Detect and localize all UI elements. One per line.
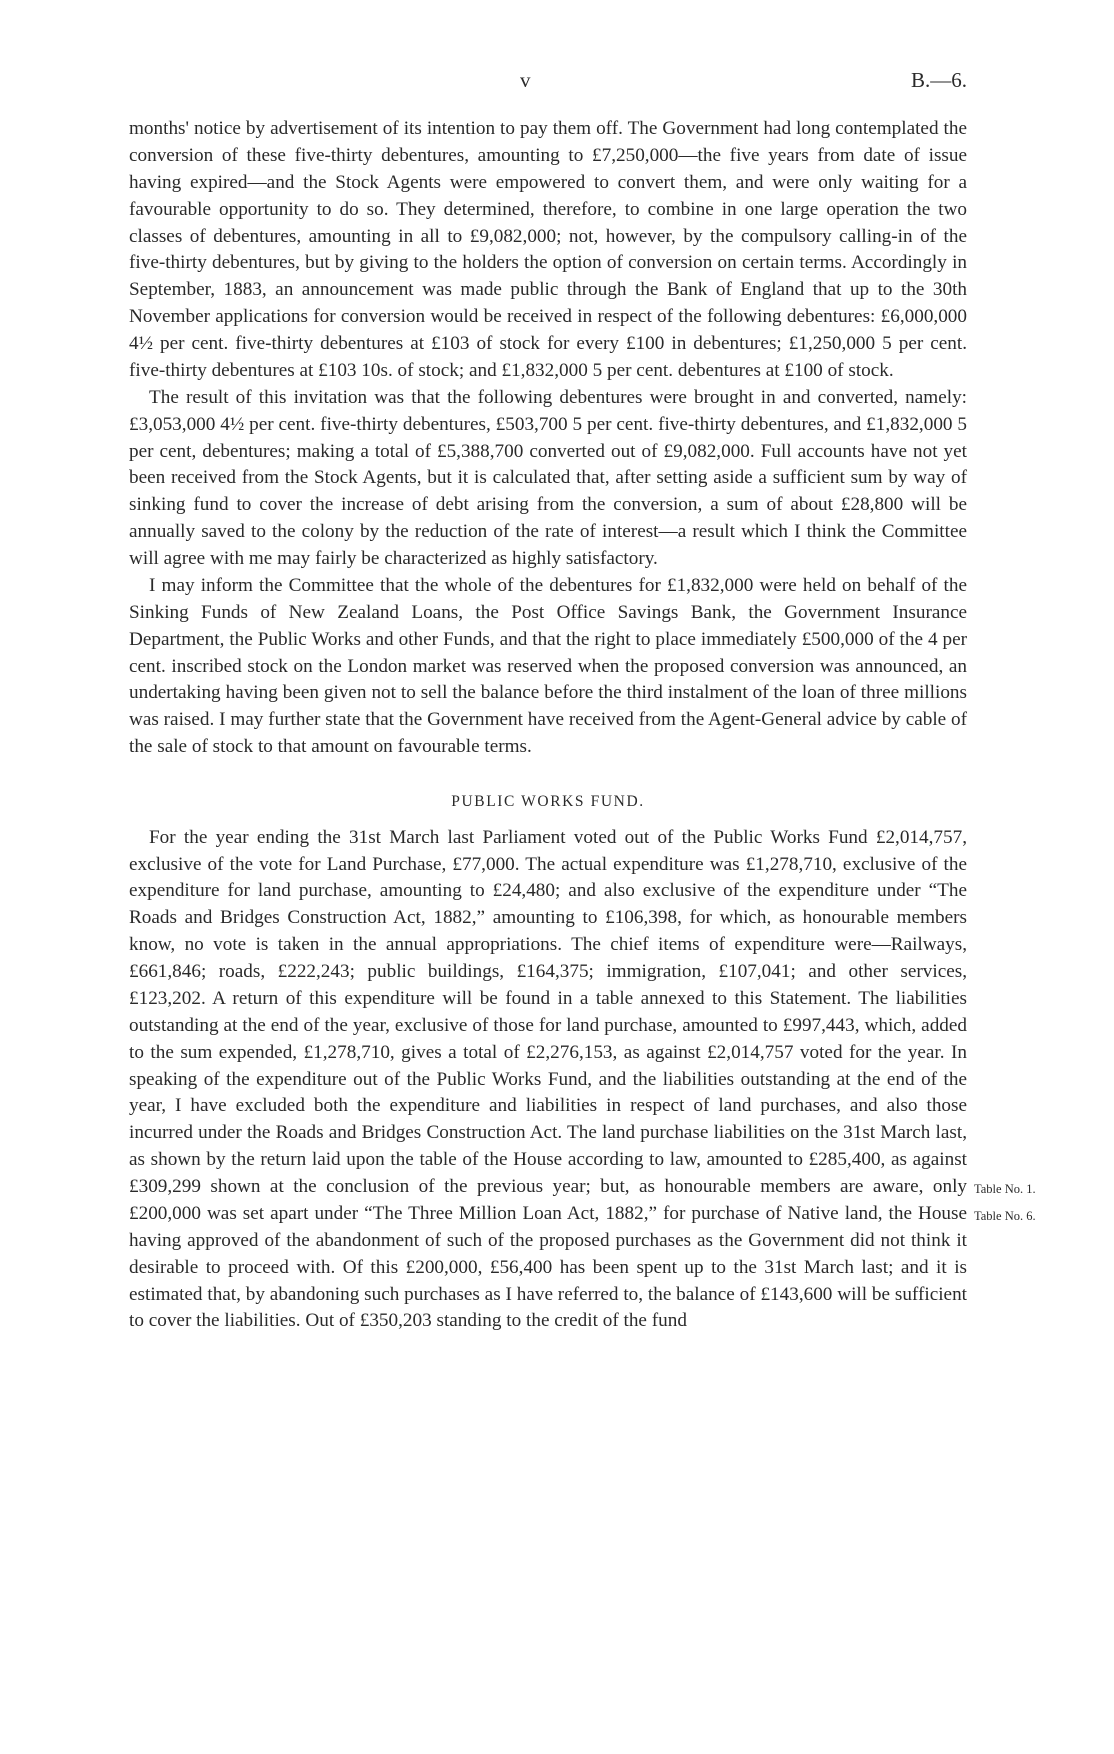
section-heading-public-works-fund: PUBLIC WORKS FUND. <box>451 793 645 810</box>
paragraph-conversion-result: The result of this invitation was that the following debentures were brought in and converted, namely: £3,053,000 4½ per cent. five-thirty debentures, £503,700 5 per cent. five-thirty debentures, and £1,832,000 5 per cent, debentures; making a total of £5,388,700 converted out of £9,082,000. Full accounts have not yet been received from the Stock Agents, but it is calculated that, after setting aside a sufficient sum by way of sinking fund to cover the increase of debt arising from the conversion, a sum of about £28,800 will be annually saved to the colony by the reduction of the rate of interest—a result which I think the Committee will agree with me may fairly be characterized as highly satisfactory. <box>129 386 967 569</box>
margin-note-table-1: Table No. 1. <box>974 1182 1036 1196</box>
paragraph-public-works-fund: For the year ending the 31st March last Parliament voted out of the Public Works Fund £2,014,757, exclusive of the vote for Land Purchase, £77,000. The actual expenditure was £1,278,710, exclusive of the expenditure for land purchase, amounting to £24,480; and also exclusive of the expenditure under “The Roads and Bridges Construction Act, 1882,” amounting to £106,398, for which, as honourable members know, no vote is taken in the annual appropriations. The chief items of expenditure were—Railways, £661,846; roads, £222,243; public buildings, £164,375; immigration, £107,041; and other services, £123,202. A return of this expenditure will be found in a table annexed to this Statement. The liabilities outstanding at the end of the year, exclusive of those for land purchase, amounted to £997,443, which, added to the sum expended, £1,278,710, gives a total of £2,276,153, as against £2,014,757 voted for the year. In speaking of the expenditure out of the Public Works Fund, and the liabilities outstanding at the end of the year, I have excluded both the expenditure and liabilities in respect of land purchases, and also those incurred under the Roads and Bridges Construction Act. The land purchase liabilities on the 31st March last, as shown by the return laid upon the table of the House according to law, amounted to £285,400, as against £309,299 shown at the conclusion of the previous year; but, as honourable members are aware, only £200,000 was set apart under “The Three Million Loan Act, 1882,” for purchase of Native land, the House having approved of the abandonment of such of the proposed purchases as the Government did not think it desirable to proceed with. Of this £200,000, £56,400 has been spent up to the 31st March last; and it is estimated that, by abandoning such purchases as I have referred to, the balance of £143,600 will be sufficient to cover the liabilities. Out of £350,203 standing to the credit of the fund <box>129 826 967 1332</box>
paragraph-sinking-funds: I may inform the Committee that the whole of the debentures for £1,832,000 were held on behalf of the Sinking Funds of New Zealand Loans, the Post Office Savings Bank, the Government Insurance Department, the Public Works and other Funds, and that the right to place immediately £500,000 of the 4 per cent. inscribed stock on the London market was reserved when the proposed conversion was announced, an undertaking having been given not to sell the balance before the third instalment of the loan of three millions was raised. I may further state that the Government have received from the Agent-General advice by cable of the sale of stock to that amount on favourable terms. <box>129 574 967 758</box>
body-text <box>129 116 967 1335</box>
page-header <box>0 68 1114 96</box>
document-reference: B.—6. <box>910 68 967 92</box>
margin-notes <box>974 1176 1094 1230</box>
margin-note-table-6: Table No. 6. <box>974 1209 1036 1223</box>
paragraph-conversion-intro: months' notice by advertisement of its intention to pay them off. The Government had long contemplated the conversion of these five-thirty debentures, amounting to £7,250,000—the five years from date of issue having expired—and the Stock Agents were empowered to convert them, and were only waiting for a favourable opportunity to do so. They determined, therefore, to combine in one large operation the two classes of debentures, amounting in all to £9,082,000; not, however, by the compulsory calling-in of the five-thirty debentures, but by giving to the holders the option of conversion on certain terms. Accordingly in September, 1883, an announcement was made public through the Bank of England that up to the 30th November applications for conversion would be received in respect of the following debentures: £6,000,000 4½ per cent. five-thirty debentures at £103 of stock for every £100 in debentures; £1,250,000 5 per cent. five-thirty debentures at £103 10s. of stock; and £1,832,000 5 per cent. debentures at £100 of stock. <box>129 118 967 381</box>
page-number: v <box>520 68 532 92</box>
